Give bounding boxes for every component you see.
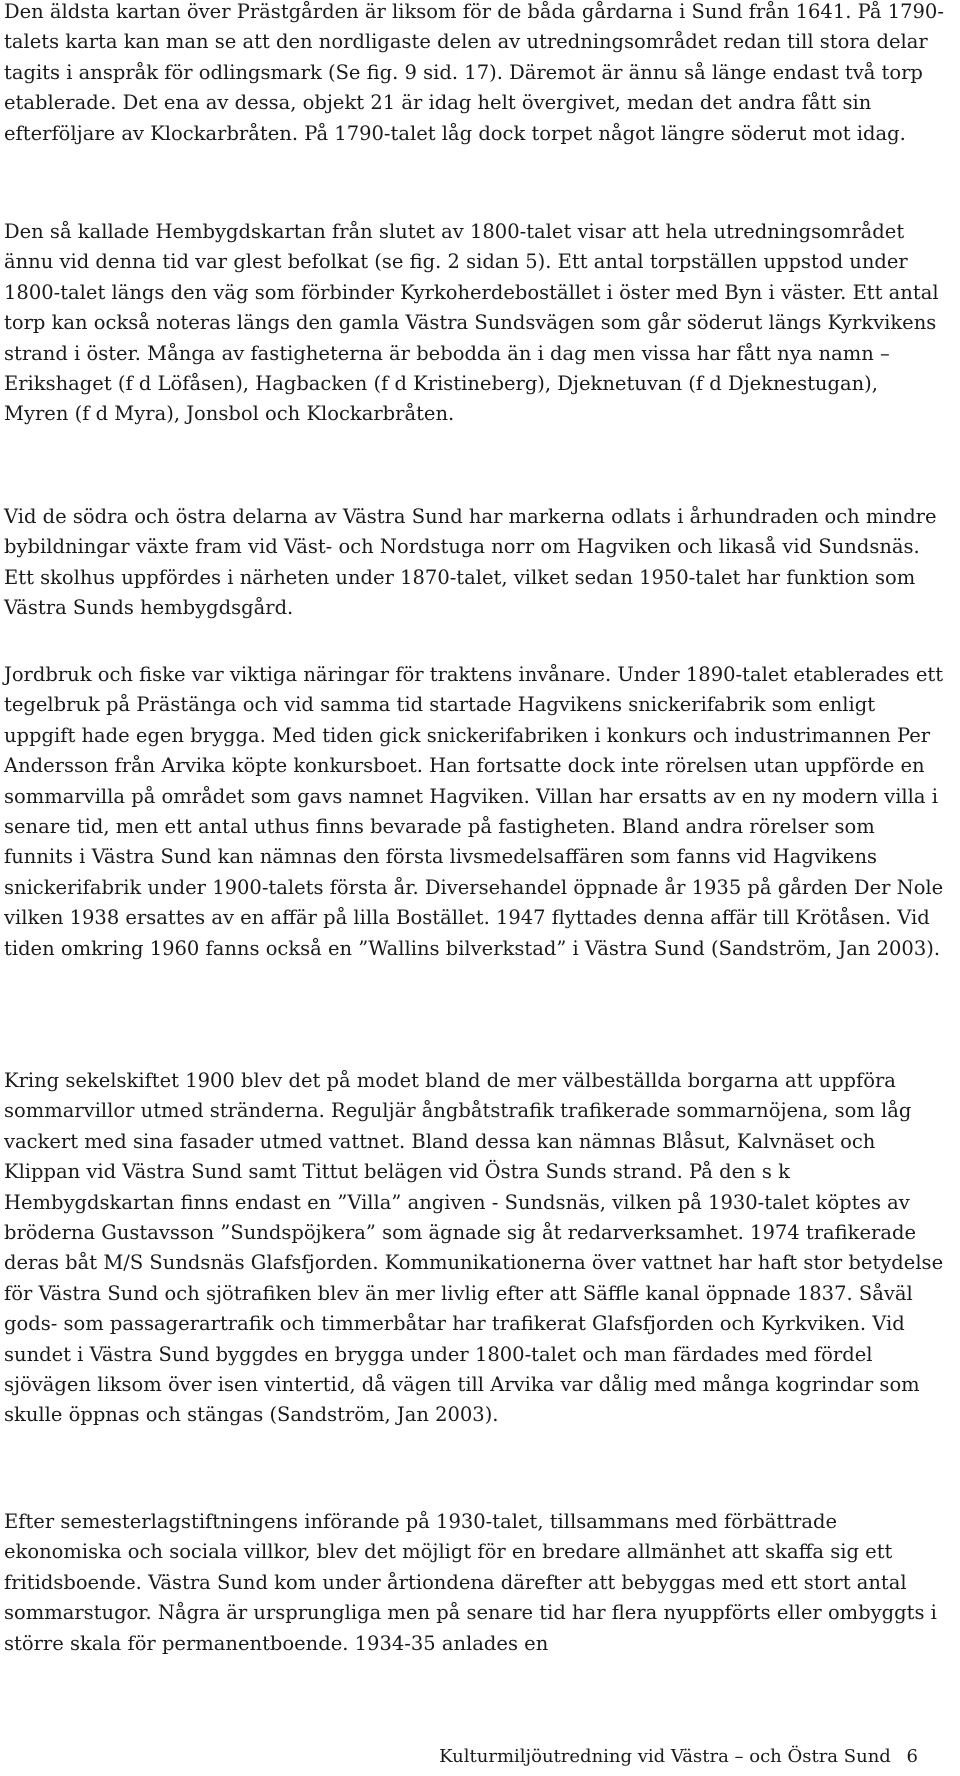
paragraph-4: Jordbruk och fiske var viktiga näringar för traktens invånare. Under 1890-talet etablerades ett tegelbruk på Prästänga och vid samma tid startade Hagvikens snickerifabrik som enligt uppgift hade egen brygga. Med tiden gick snickerifabriken i konkurs och industrimannen Per Andersson från Arvika köpte konkursboet. Han fortsatte dock inte rörelsen utan uppförde en sommarvilla på området som gavs namnet Hagviken. Villan har ersatts av en ny modern villa i senare tid, men ett antal uthus finns bevarade på fastigheten. Bland andra rörelser som funnits i Västra Sund kan nämnas den första livsmedelsaffären som fanns vid Hagvikens snickerifabrik under 1900-talets första år. Diversehandel öppnade år 1935 på gården Der Nole vilken 1938 ersattes av en affär på lilla Bostället. 1947 flyttades denna affär till Krötåsen. Vid tiden omkring 1960 fanns också en ”Wallins bilverkstad” i Västra Sund (Sandström, Jan 2003). [4, 663, 944, 960]
paragraph-1: Den äldsta kartan över Prästgården är liksom för de båda gårdarna i Sund från 1641. På 1790-talets karta kan man se att den nordligaste delen av utredningsområdet redan till stora delar tagits i anspråk för odlingsmark (Se fig. 9 sid. 17). Däremot är ännu så länge endast två torp etablerade. Det ena av dessa, objekt 21 är idag helt övergivet, medan det andra fått sin efterföljare av Klockarbråten. På 1790-talet låg dock torpet något längre söderut mot idag. [4, 0, 944, 145]
paragraph-5: Kring sekelskiftet 1900 blev det på modet bland de mer välbeställda borgarna att uppföra sommarvillor utmed stränderna. Reguljär ångbåtstrafik trafikerade sommarnöjena, som låg vackert med sina fasader utmed vattnet. Bland dessa kan nämnas Blåsut, Kalvnäset och Klippan vid Västra Sund samt Tittut belägen vid Östra Sunds strand. På den s k Hembygdskartan finns endast en ”Villa” angiven - Sundsnäs, vilken på 1930-talet köptes av bröderna Gustavsson ”Sundspöjkera” som ägnade sig åt redarverksamhet. 1974 trafikerade deras båt M/S Sundsnäs Glafsfjorden. Kommunikationerna över vattnet har haft stor betydelse för Västra Sund och sjötrafiken blev än mer livlig efter att Säffle kanal öppnade 1837. Såväl gods- som passagerartrafik och timmerbåtar har trafikerat Glafsfjorden och Kyrkviken. Vid sundet i Västra Sund byggdes en brygga under 1800-talet och man färdades med fördel sjövägen liksom över isen vintertid, då vägen till Arvika var dålig med många kogrindar som skulle öppnas och stängas (Sandström, Jan 2003). [4, 1069, 944, 1427]
paragraph-2: Den så kallade Hembygdskartan från slutet av 1800-talet visar att hela utredningsområdet ännu vid denna tid var glest befolkat (se fig. 2 sidan 5). Ett antal torpställen uppstod under 1800-talet längs den väg som förbinder Kyrkoherdebostället i öster med Byn i väster. Ett antal torp kan också noteras längs den gamla Västra Sundsvägen som går söderut längs Kyrkvikens strand i öster. Många av fastigheterna är bebodda än i dag men vissa har fått nya namn – Erikshaget (f d Löfåsen), Hagbacken (f d Kristineberg), Djeknetuvan (f d Djeknestugan), Myren (f d Myra), Jonsbol och Klockarbråten. [4, 220, 939, 426]
page-number: 6 [906, 1746, 918, 1767]
page-footer [439, 1746, 918, 1767]
paragraph-3: Vid de södra och östra delarna av Västra Sund har markerna odlats i århundraden och mindre bybildningar växte fram vid Väst- och Nordstuga norr om Hagviken och likaså vid Sundsnäs. Ett skolhus uppfördes i närheten under 1870-talet, vilket sedan 1950-talet har funktion som Västra Sunds hembygdsgård. [4, 505, 937, 620]
paragraph-6: Efter semesterlagstiftningens införande på 1930-talet, tillsammans med förbättrade ekonomiska och sociala villkor, blev det möjligt för en bredare allmänhet att skaffa sig ett fritidsboende. Västra Sund kom under årtiondena därefter att bebyggas med ett stort antal sommarstugor. Några är ursprungliga men på senare tid har flera nyuppförts eller ombyggts i större skala för permanentboende. 1934-35 anlades en [4, 1510, 937, 1655]
footer-title: Kulturmiljöutredning vid Västra – och Östra Sund [439, 1746, 891, 1767]
